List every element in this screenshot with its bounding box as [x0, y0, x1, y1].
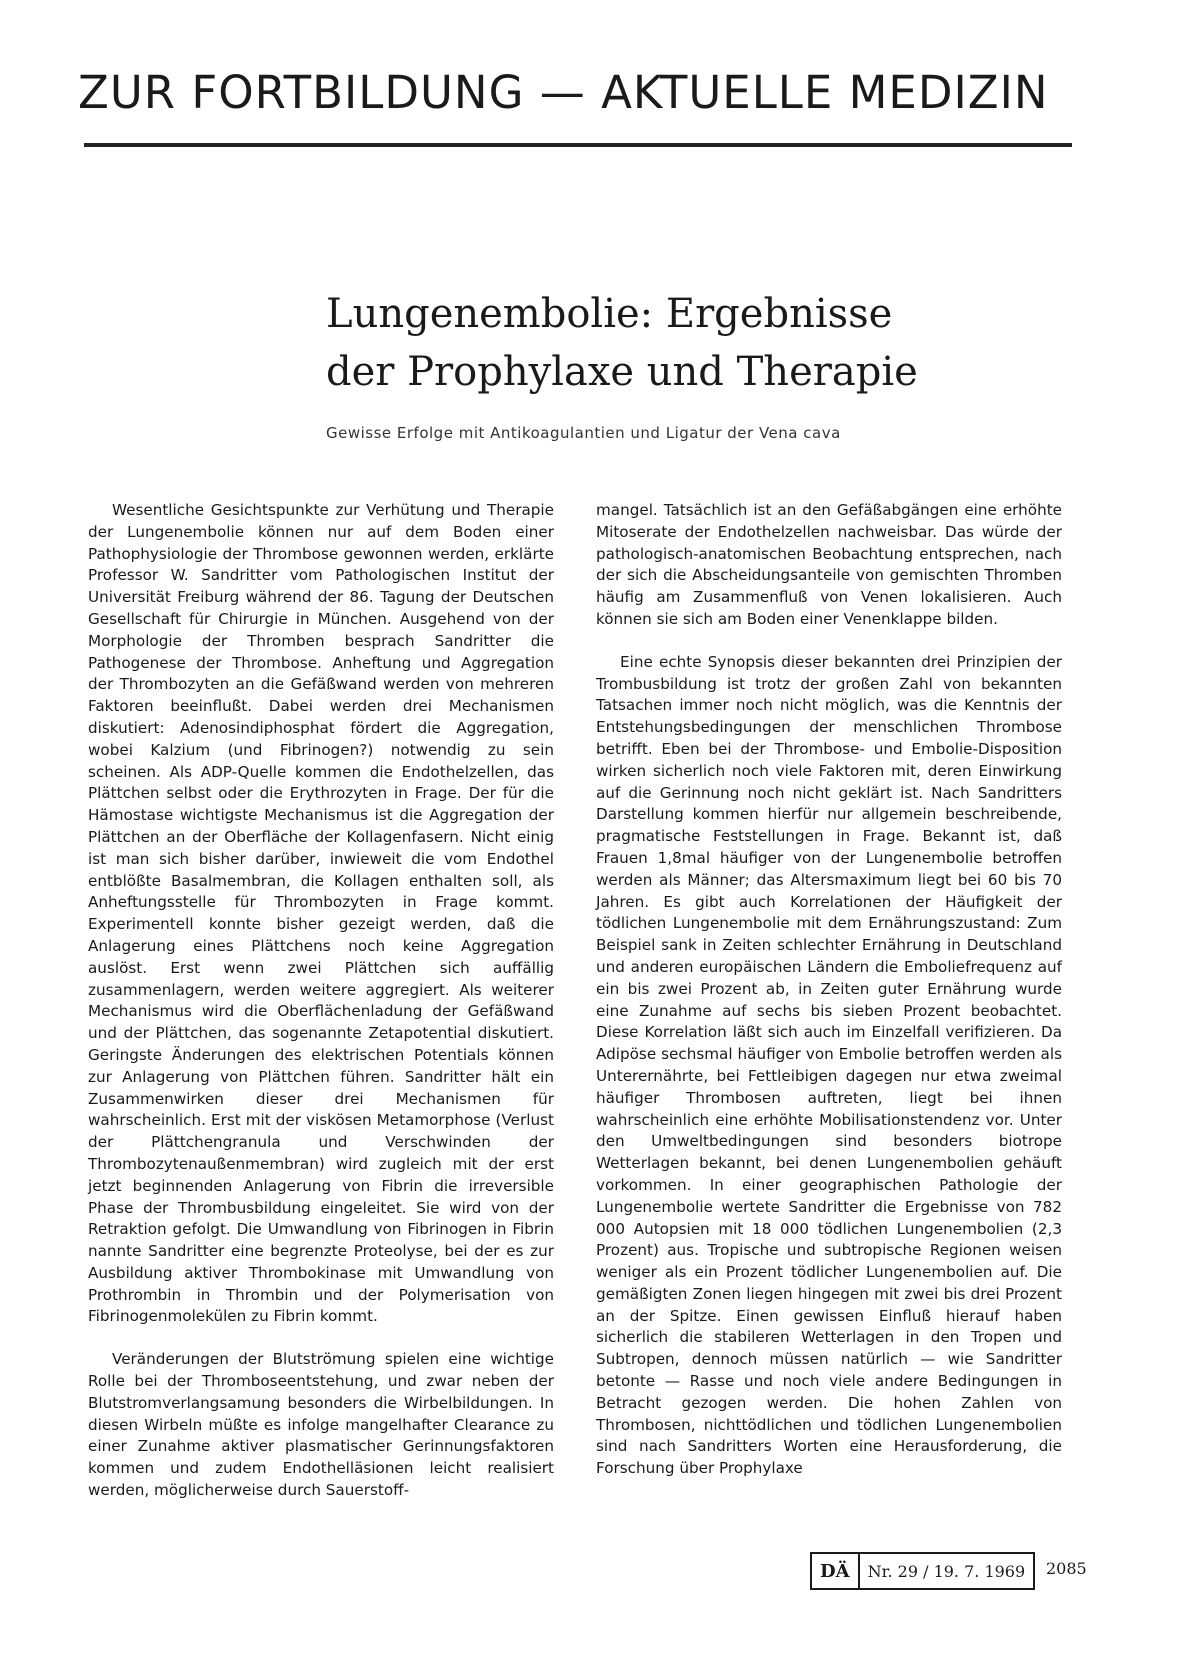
- text-column-left: [88, 500, 554, 1502]
- article-subtitle: Gewisse Erfolge mit Antikoagulantien und Ligatur der Vena cava: [326, 424, 841, 442]
- article-title: [326, 285, 1066, 401]
- text-column-right: [596, 500, 1062, 1480]
- section-header: ZUR FORTBILDUNG — AKTUELLE MEDIZIN: [78, 66, 1049, 119]
- article-title-line-1: Lungenembolie: Ergebnisse: [326, 291, 893, 337]
- article-title-line-2: der Prophylaxe und Therapie: [326, 349, 918, 395]
- page-number: 2085: [1046, 1559, 1087, 1578]
- body-paragraph: Wesentliche Gesichtspunkte zur Verhütung und Therapie der Lungenembolie können nur auf dem Boden einer Pathophysiologie der Thrombose gewonnen werden, erklärte Professor W. Sandritter vom Pathologischen Institut der Universität Freiburg während der 86. Tagung der Deutschen Gesellschaft für Chirurgie in München. Ausgehend von der Morphologie der Thromben besprach Sandritter die Pathogenese der Thrombose. Anheftung und Aggregation der Thrombozyten an die Gefäßwand werden von mehreren Faktoren beeinflußt. Dabei werden drei Mechanismen diskutiert: Adenosindiphosphat fördert die Aggregation, wobei Kalzium (und Fibrinogen?) notwendig zu sein scheinen. Als ADP-Quelle kommen die Endothelzellen, das Plättchen selbst oder die Erythrozyten in Frage. Der für die Hämostase wichtigste Mechanismus ist die Aggregation der Plättchen an der Oberfläche der Kollagenfasern. Nicht einig ist man sich bisher darüber, inwieweit die vom Endothel entblößte Basalmembran, die Kollagen enthalten soll, als Anheftungsstelle für Thrombozyten in Frage kommt. Experimentell konnte bisher gezeigt werden, daß die Anlagerung eines Plättchens noch keine Aggregation auslöst. Erst wenn zwei Plättchen sich auffällig zusammenlagern, werden weitere aggregiert. Als weiterer Mechanismus wird die Oberflächenladung der Gefäßwand und der Plättchen, das sogenannte Zetapotential diskutiert. Geringste Änderungen des elektrischen Potentials können zur Anlagerung von Plättchen führen. Sandritter hält ein Zusammenwirken dieser drei Mechanismen für wahrscheinlich. Erst mit der viskösen Metamorphose (Verlust der Plättchengranula und Verschwinden der Thrombozytenaußenmembran) wird zugleich mit der erst jetzt beginnenden Anlagerung von Fibrin die irreversible Phase der Thrombusbildung eingeleitet. Sie wird von der Retraktion gefolgt. Die Umwandlung von Fibrinogen in Fibrin nannte Sandritter eine begrenzte Proteolyse, bei der es zur Ausbildung aktiver Thrombokinase mit Umwandlung von Prothrombin in Thrombin und der Polymerisation von Fibrinogenmolekülen zu Fibrin kommt.: [88, 501, 554, 1326]
- body-paragraph: mangel. Tatsächlich ist an den Gefäßabgängen eine erhöhte Mitoserate der Endothelzellen nachweisbar. Das würde der pathologisch-anatomischen Beobachtung entsprechen, nach der sich die Abscheidungsanteile von gemischten Thromben häufig am Zusammenfluß von Venen lokalisieren. Auch können sie sich am Boden einer Venenklappe bilden.: [596, 501, 1062, 628]
- issue-info: Nr. 29 / 19. 7. 1969: [867, 1561, 1026, 1581]
- header-divider: [84, 143, 1072, 147]
- journal-issue-box: [810, 1552, 1035, 1590]
- body-paragraph: Veränderungen der Blutströmung spielen eine wichtige Rolle bei der Thromboseentstehung, und zwar neben der Blutstromverlangsamung besonders die Wirbelbildungen. In diesen Wirbeln müßte es infolge mangelhafter Clearance zu einer Zunahme aktiver plasmatischer Gerinnungsfaktoren kommen und zudem Endothelläsionen leicht realisiert werden, möglicherweise durch Sauerstoff-: [88, 1350, 554, 1500]
- journal-logo: DÄ: [812, 1554, 860, 1588]
- body-paragraph: Eine echte Synopsis dieser bekannten drei Prinzipien der Trombusbildung ist trotz der großen Zahl von bekannten Tatsachen immer noch nicht möglich, was die Kenntnis der Entstehungsbedingungen der menschlichen Thrombose betrifft. Eben bei der Thrombose- und Embolie-Disposition wirken sicherlich noch viele Faktoren mit, deren Einwirkung auf die Gerinnung noch nicht geklärt ist. Nach Sandritters Darstellung kommen hierfür nur allgemein beschreibende, pragmatische Feststellungen in Frage. Bekannt ist, daß Frauen 1,8mal häufiger von der Lungenembolie betroffen werden als Männer; das Altersmaximum liegt bei 60 bis 70 Jahren. Es gibt auch Korrelationen der Häufigkeit der tödlichen Lungenembolie mit dem Ernährungszustand: Zum Beispiel sank in Zeiten schlechter Ernährung in Deutschland und anderen europäischen Ländern die Emboliefrequenz auf ein bis zwei Prozent ab, in Zeiten guter Ernährung wurde eine Zunahme auf sechs bis sieben Prozent beobachtet. Diese Korrelation läßt sich auch im Einzelfall verifizieren. Da Adipöse sechsmal häufiger von Embolie betroffen werden als Unterernährte, bei Fettleibigen dagegen nur etwa zweimal häufiger Thrombosen auftreten, liegt bei ihnen wahrscheinlich eine erhöhte Mobilisationstendenz vor. Unter den Umweltbedingungen sind besonders biotrope Wetterlagen bekannt, bei denen Lungenembolien gehäuft vorkommen. In einer geographischen Pathologie der Lungenembolie wertete Sandritter die Ergebnisse von 782 000 Autopsien mit 18 000 tödlichen Lungenembolien (2,3 Prozent) aus. Tropische und subtropische Regionen weisen weniger als ein Prozent tödlicher Lungenembolien auf. Die gemäßigten Zonen liegen hingegen mit zwei bis drei Prozent an der Spitze. Einen gewissen Einfluß hierauf haben sicherlich die stabileren Wetterlagen in den Tropen und Subtropen, dennoch müssen natürlich — wie Sandritter betonte — Rasse und noch viele andere Bedingungen in Betracht gezogen werden. Die hohen Zahlen von Thrombosen, nichttödlichen und tödlichen Lungenembolien sind nach Sandritters Worten eine Herausforderung, die Forschung über Prophylaxe: [596, 652, 1062, 1478]
